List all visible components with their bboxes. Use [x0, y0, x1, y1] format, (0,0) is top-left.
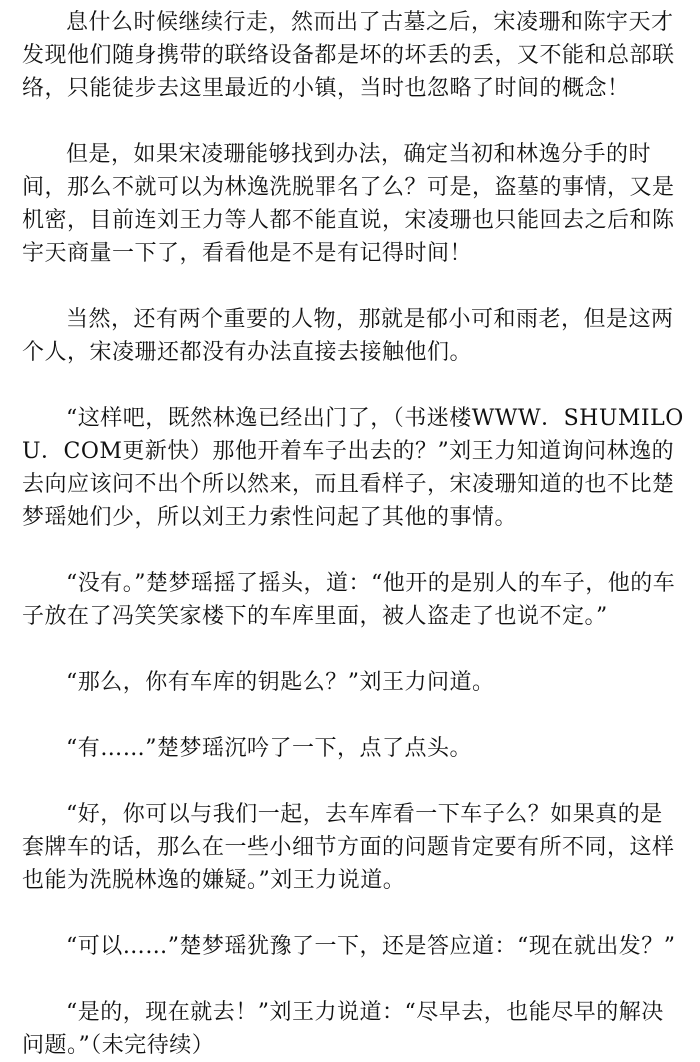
paragraph: “是的，现在就去！”刘王力说道：“尽早去，也能尽早的解决问题。”（未完待续） — [22, 1000, 664, 1058]
paragraph: 当然，还有两个重要的人物，那就是郁小可和雨老，但是这两个人，宋凌珊还都没有办法直接去接触他们。 — [22, 307, 674, 365]
paragraph: 息什么时候继续行走，然而出了古墓之后，宋凌珊和陈宇天才发现他们随身携带的联络设备都是坏的坏丢的丢，又不能和总部联络，只能徒步去这里最近的小镇，当时也忽略了时间的概念！ — [22, 10, 675, 101]
paragraph: “这样吧，既然林逸已经出门了，（书迷楼WWW．SHUMILOU．COM更新快）那他开着车子出去的？”刘王力知道询问林逸的去向应该问不出个所以然来，而且看样子，宋凌珊知道的也不比楚梦瑶她们少，所以刘王力索性问起了其他的事情。 — [22, 406, 684, 530]
paragraph: “有……”楚梦瑶沉吟了一下，点了点头。 — [66, 736, 472, 761]
paragraph: 但是，如果宋凌珊能够找到办法，确定当初和林逸分手的时间，那么不就可以为林逸洗脱罪名了么？可是，盗墓的事情，又是机密，目前连刘王力等人都不能直说，宋凌珊也只能回去之后和陈宇天商量一下了，看看他是不是有记得时间！ — [22, 142, 675, 266]
paragraph: “可以……”楚梦瑶犹豫了一下，还是答应道：“现在就出发？” — [66, 934, 676, 959]
paragraph: “没有。”楚梦瑶摇了摇头，道：“他开的是别人的车子，他的车子放在了冯笑笑家楼下的车库里面，被人盗走了也说不定。” — [22, 571, 676, 629]
paragraph: “好，你可以与我们一起，去车库看一下车子么？如果真的是套牌车的话，那么在一些小细节方面的问题肯定要有所不同，这样也能为洗脱林逸的嫌疑。”刘王力说道。 — [22, 802, 675, 893]
paragraph: “那么，你有车库的钥匙么？”刘王力问道。 — [66, 670, 495, 695]
document-page — [22, 6, 684, 1062]
